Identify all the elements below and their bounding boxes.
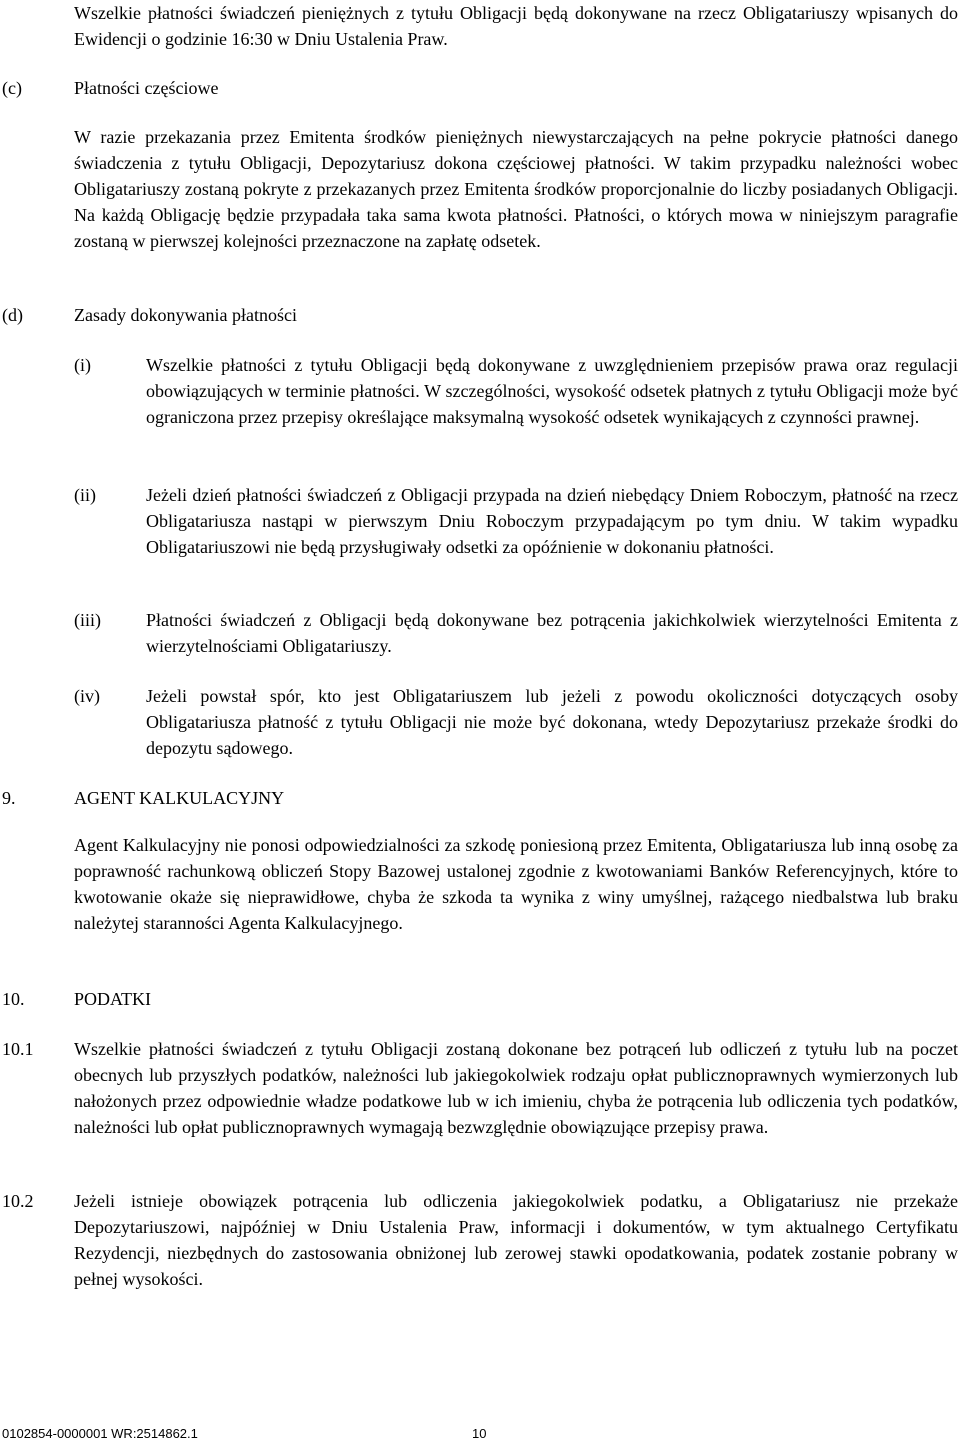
section-d-label: (d) [2,305,23,325]
section-c-label: (c) [2,78,22,98]
clause-label: 10.2 [2,1191,34,1211]
section-d-item-label: (iii) [74,610,101,630]
clause-label: 10.1 [2,1039,34,1059]
section-d-item-label: (ii) [74,485,96,505]
section-9-number: 9. [2,788,16,808]
section-d-item-text: Płatności świadczeń z Obligacji będą dokonywane bez potrącenia jakichkolwiek wierzytelności Emitenta z wierzytelnościami Obligatariuszy. [146,610,958,656]
section-d-item-text: Jeżeli dzień płatności świadczeń z Obligacji przypada na dzień niebędący Dniem Roboczym, płatność na rzecz Obligatariusza nastąpi w pierwszym Dniu Roboczym przypadającym po tym dniu. W takim wypadku Obligatariuszowi nie będą przysługiwały odsetki za opóźnienie w dokonaniu płatności. [146,485,958,557]
intro-paragraph: Wszelkie płatności świadczeń pieniężnych z tytułu Obligacji będą dokonywane na rzecz Obligatariuszy wpisanych do Ewidencji o godzinie 16:30 w Dniu Ustalenia Praw. [74,3,958,49]
section-9-paragraph: Agent Kalkulacyjny nie ponosi odpowiedzialności za szkodę poniesioną przez Emitenta, Obligatariusza lub inną osobę za poprawność rachunkową obliczeń Stopy Bazowej ustalonej zgodnie z kwotowaniami Banków Referencyjnych, które to kwotowanie okaże się nieprawidłowe, chyba że szkoda ta wynika z winy umyślnej, rażącego niedbalstwa lub braku należytej staranności Agenta Kalkulacyjnego. [74,835,958,933]
section-9-title: AGENT KALKULACYJNY [74,788,285,808]
section-c-heading: Płatności częściowe [74,78,219,98]
footer-doc-id: 0102854-0000001 WR:2514862.1 [2,1426,198,1441]
section-d-item-text: Wszelkie płatności z tytułu Obligacji będą dokonywane z uwzględnieniem przepisów prawa oraz regulacji obowiązujących w terminie płatności. W szczególności, wysokość odsetek płatnych z tytułu Obligacji może być ograniczona przez przepisy określające maksymalną wysokość odsetek wynikających z czynności prawnej. [146,355,958,427]
footer-page-number: 10 [472,1426,487,1441]
section-d-item-text: Jeżeli powstał spór, kto jest Obligatariuszem lub jeżeli z powodu okoliczności dotyczących osoby Obligatariusza płatność z tytułu Obligacji nie może być dokonana, wtedy Depozytariusz przekaże środki do depozytu sądowego. [146,686,958,758]
section-d-heading: Zasady dokonywania płatności [74,305,297,325]
clause-text: Wszelkie płatności świadczeń z tytułu Obligacji zostaną dokonane bez potrąceń lub odliczeń z tytułu lub na poczet obecnych lub przyszłych podatków, należności lub jakiegokolwiek rodzaju opłat publicznoprawnych wymierzonych lub nałożonych przez odpowiednie władze podatkowe lub w ich imieniu, chyba że potrącenia lub odliczenia tych podatków, należności lub opłat publicznoprawnych wymagają bezwzględnie obowiązujące przepisy prawa. [74,1039,958,1137]
section-d-item-label: (i) [74,355,91,375]
section-10-number: 10. [2,989,25,1009]
section-c-paragraph: W razie przekazania przez Emitenta środków pieniężnych niewystarczających na pełne pokrycie płatności danego świadczenia z tytułu Obligacji, Depozytariusz dokona częściowej płatności. W takim przypadku należności wobec Obligatariuszy zostaną pokryte z przekazanych przez Emitenta środków proporcjonalnie do liczby posiadanych Obligacji. Na każdą Obligację będzie przypadała taka sama kwota płatności. Płatności, o których mowa w niniejszym paragrafie zostaną w pierwszej kolejności przeznaczone na zapłatę odsetek. [74,127,958,251]
section-10-title: PODATKI [74,989,152,1009]
section-d-item-label: (iv) [74,686,100,706]
clause-text: Jeżeli istnieje obowiązek potrącenia lub odliczenia jakiegokolwiek podatku, a Obligatariusz nie przekaże Depozytariuszowi, najpóźniej w Dniu Ustalenia Praw, informacji i dokumentów, w tym aktualnego Certyfikatu Rezydencji, niezbędnych do zastosowania obniżonej lub zerowej stawki opodatkowania, podatek zostanie pobrany w pełnej wysokości. [74,1191,958,1289]
